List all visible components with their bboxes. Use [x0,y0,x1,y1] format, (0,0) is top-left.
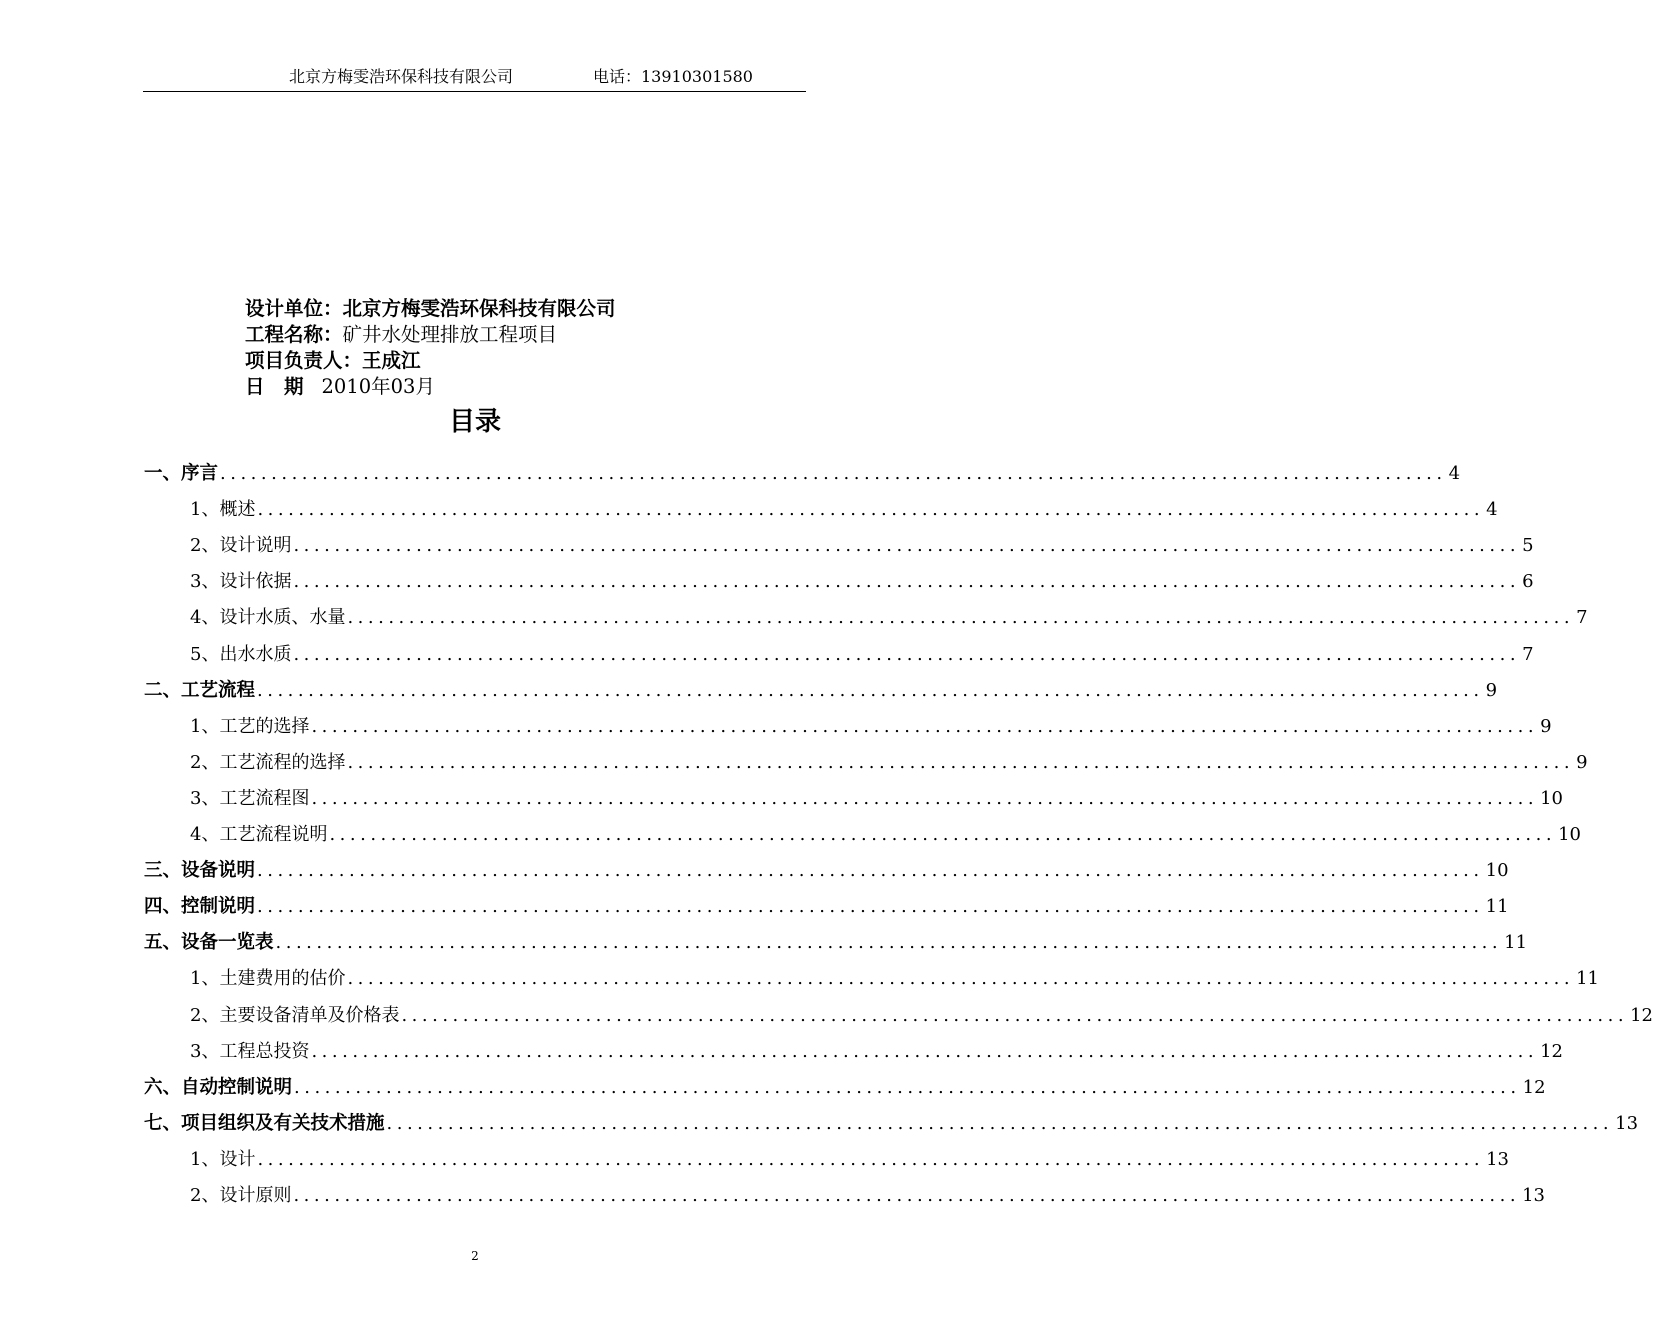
toc-entry-label: 2、设计原则 [190,1185,292,1206]
project-date [245,374,616,400]
toc-subsection-entry[interactable] [190,745,1588,781]
toc-subsection-entry[interactable] [190,817,1581,853]
design-unit: 设计单位：北京方梅雯浩环保科技有限公司 [245,297,616,320]
toc-section-entry[interactable] [144,853,1509,889]
toc-entry-label: 4、设计水质、水量 [190,607,346,629]
toc-entry-page: 5 [1522,535,1534,557]
toc-entry-page: 13 [1522,1185,1545,1206]
toc-entry-label: 2、工艺流程的选择 [190,751,346,773]
header-company: 北京方梅雯浩环保科技有限公司 [289,67,514,86]
toc-entry-label: 2、设计说明 [190,535,292,557]
toc-leader-dots: ........................................................................................................................ [257,679,1484,701]
toc-entry-label: 1、设计 [190,1148,256,1170]
toc-leader-dots: ........................................................................................................................ [386,1112,1614,1134]
toc-entry-page: 10 [1540,787,1563,809]
project-info [245,296,616,400]
toc-entry-label: 三、设备说明 [144,860,256,882]
toc-entry-label: 二、工艺流程 [144,679,256,701]
toc-entry-page: 7 [1576,607,1588,629]
toc-subsection-entry[interactable] [190,781,1563,817]
toc-subsection-entry[interactable] [190,1034,1563,1070]
toc-entry-page: 12 [1630,1004,1653,1026]
toc-entry-label: 五、设备一览表 [144,932,274,954]
toc-section-entry[interactable] [144,889,1509,925]
toc-entry-page: 9 [1540,715,1552,737]
header-phone: 电话：13910301580 [593,67,753,86]
toc-entry-label: 1、土建费用的估价 [190,968,346,990]
toc-entry-page: 11 [1485,896,1509,918]
toc-subsection-entry[interactable] [190,528,1534,564]
toc-section-entry[interactable] [144,456,1461,492]
toc-entry-label: 一、序言 [144,463,219,484]
toc-entry-page: 12 [1522,1076,1546,1098]
toc-leader-dots: ........................................................................................................................ [311,715,1539,737]
toc-leader-dots: ........................................................................................................................ [275,932,1503,954]
toc-entry-label: 4、工艺流程说明 [190,824,328,845]
toc-subsection-entry[interactable] [190,564,1534,600]
toc-entry-label: 3、设计依据 [190,571,292,593]
toc-entry-page: 13 [1615,1112,1639,1134]
toc-subsection-entry[interactable] [190,600,1588,636]
toc-leader-dots: ........................................................................................................................ [347,607,1575,629]
toc-leader-dots: ........................................................................................................................ [311,1040,1539,1062]
toc-section-entry[interactable] [144,925,1528,961]
page-number: 2 [471,1249,479,1263]
toc-section-entry[interactable] [144,673,1498,709]
toc-entry-label: 六、自动控制说明 [144,1076,293,1098]
toc-title: 目录 [448,407,501,437]
toc-leader-dots: ........................................................................................................................ [329,824,1557,845]
toc-entry-page: 10 [1485,860,1509,882]
toc-entry-page: 6 [1522,571,1534,593]
date-label: 日 期 [245,375,304,398]
project-name [245,322,616,348]
toc-entry-page: 4 [1486,499,1498,521]
toc-entry-page: 12 [1540,1040,1563,1062]
toc-subsection-entry[interactable] [190,961,1599,997]
toc-leader-dots: ........................................................................................................................ [347,968,1575,990]
toc-leader-dots: ........................................................................................................................ [257,896,1484,918]
toc-entry-label: 3、工程总投资 [190,1040,310,1062]
toc-subsection-entry[interactable] [190,637,1534,673]
toc-leader-dots: ........................................................................................................................ [220,463,1447,484]
project-name-label: 工程名称： [245,323,343,346]
toc-entry-page: 11 [1504,932,1528,954]
toc-leader-dots: ........................................................................................................................ [293,643,1521,665]
toc-entry-label: 5、出水水质 [190,643,292,665]
toc-entry-page: 10 [1558,824,1581,845]
toc-leader-dots: ........................................................................................................................ [257,499,1485,521]
toc-entry-label: 2、主要设备清单及价格表 [190,1004,400,1026]
toc-entry-label: 四、控制说明 [144,896,256,918]
toc-leader-dots: ........................................................................................................................ [257,860,1484,882]
toc-leader-dots: ........................................................................................................................ [293,1185,1521,1206]
toc-entry-page: 4 [1448,463,1461,484]
toc-entry-page: 11 [1576,968,1599,990]
toc-leader-dots: ........................................................................................................................ [294,1076,1521,1098]
toc-leader-dots: ........................................................................................................................ [257,1148,1485,1170]
toc-leader-dots: ........................................................................................................................ [293,535,1521,557]
project-manager: 项目负责人：王成江 [245,349,421,372]
toc-subsection-entry[interactable] [190,998,1653,1034]
toc-entry-page: 7 [1522,643,1534,665]
toc-entry-label: 1、概述 [190,499,256,521]
project-name-value: 矿井水处理排放工程项目 [342,323,558,346]
toc-entry-page: 9 [1576,751,1588,773]
toc-subsection-entry[interactable] [190,492,1498,528]
toc-entry-page: 9 [1485,679,1498,701]
toc-section-entry[interactable] [144,1106,1639,1142]
toc-subsection-entry[interactable] [190,1142,1509,1178]
toc-entry-label: 1、工艺的选择 [190,715,310,737]
date-value: 2010年03月 [321,375,435,398]
toc-leader-dots: ........................................................................................................................ [347,751,1575,773]
toc-entry-page: 13 [1486,1148,1509,1170]
page-header [143,66,806,92]
toc-leader-dots: ........................................................................................................................ [311,787,1539,809]
toc-subsection-entry[interactable] [190,709,1552,745]
toc-leader-dots: ........................................................................................................................ [293,571,1521,593]
toc-entry-label: 七、项目组织及有关技术措施 [144,1112,385,1134]
toc-leader-dots: ........................................................................................................................ [401,1004,1629,1026]
toc-entry-label: 3、工艺流程图 [190,787,310,809]
toc-subsection-entry[interactable] [190,1178,1545,1214]
toc-section-entry[interactable] [144,1070,1546,1106]
